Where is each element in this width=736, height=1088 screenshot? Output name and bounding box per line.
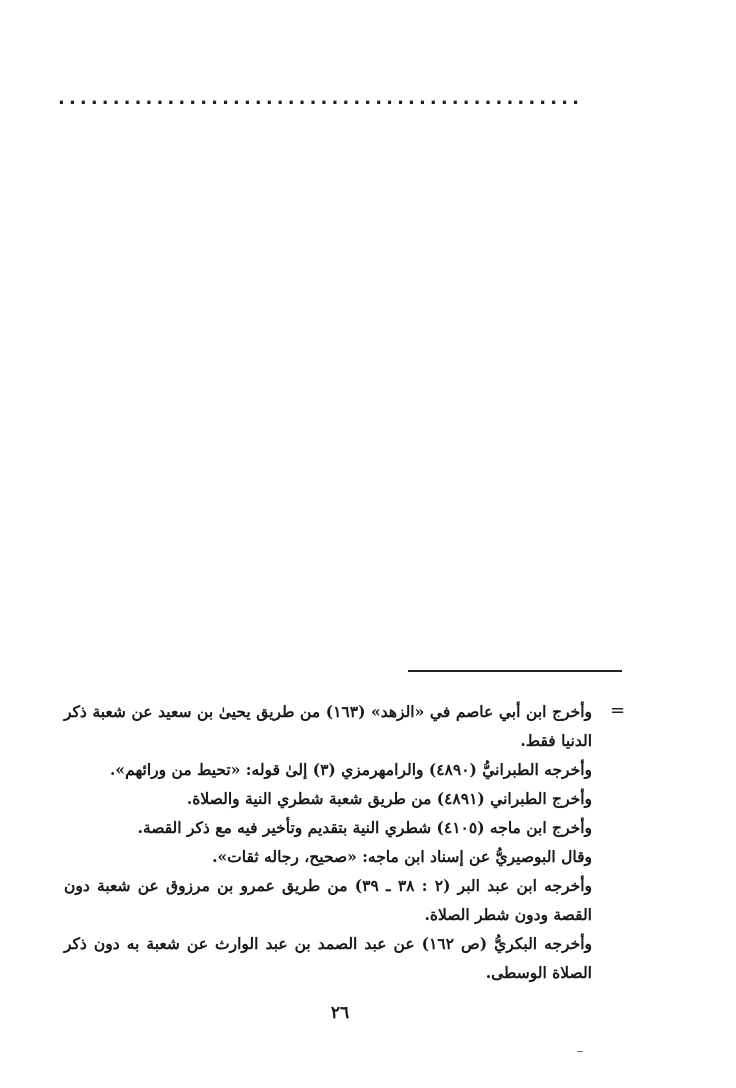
footnote-paragraph: وأخرجه ابن عبد البر (٢ : ٣٨ ـ ٣٩) من طريق عمرو بن مرزوق عن شعبة دون القصة ودون شطر الصلاة. [64, 876, 593, 924]
scan-speck [577, 1051, 583, 1052]
footnote-separator-rule [408, 670, 622, 672]
footnote-paragraph: وقال البوصيريُّ عن إسناد ابن ماجه: «صحيح، رجاله ثقات». [212, 847, 592, 866]
footnotes-block [64, 697, 592, 987]
footnote-paragraph: وأخرجه الطبرانيُّ (٤٨٩٠) والرامهرمزي (٣) إلىٰ قوله: «تحيط من ورائهم». [109, 760, 592, 779]
dotted-separator: ................................................ [58, 92, 584, 106]
footnote-paragraph: وأخرجه البكريُّ (ص ١٦٢) عن عبد الصمد بن عبد الوارث عن شعبة به دون ذكر الصلاة الوسطى. [64, 934, 592, 982]
footnote-paragraph: وأخرج ابن ماجه (٤١٠٥) شطري النية بتقديم وتأخير فيه مع ذكر القصة. [137, 818, 592, 837]
footnote-continuation-mark: = [610, 700, 626, 721]
footnote-paragraph: وأخرج ابن أبي عاصم في «الزهد» (١٦٣) من طريق يحيىٰ بن سعيد عن شعبة ذكر الدنيا فقط. [64, 702, 593, 750]
page-number: ٢٦ [330, 1003, 350, 1023]
footnote-paragraph: وأخرج الطبراني (٤٨٩١) من طريق شعبة شطري النية والصلاة. [186, 789, 592, 808]
